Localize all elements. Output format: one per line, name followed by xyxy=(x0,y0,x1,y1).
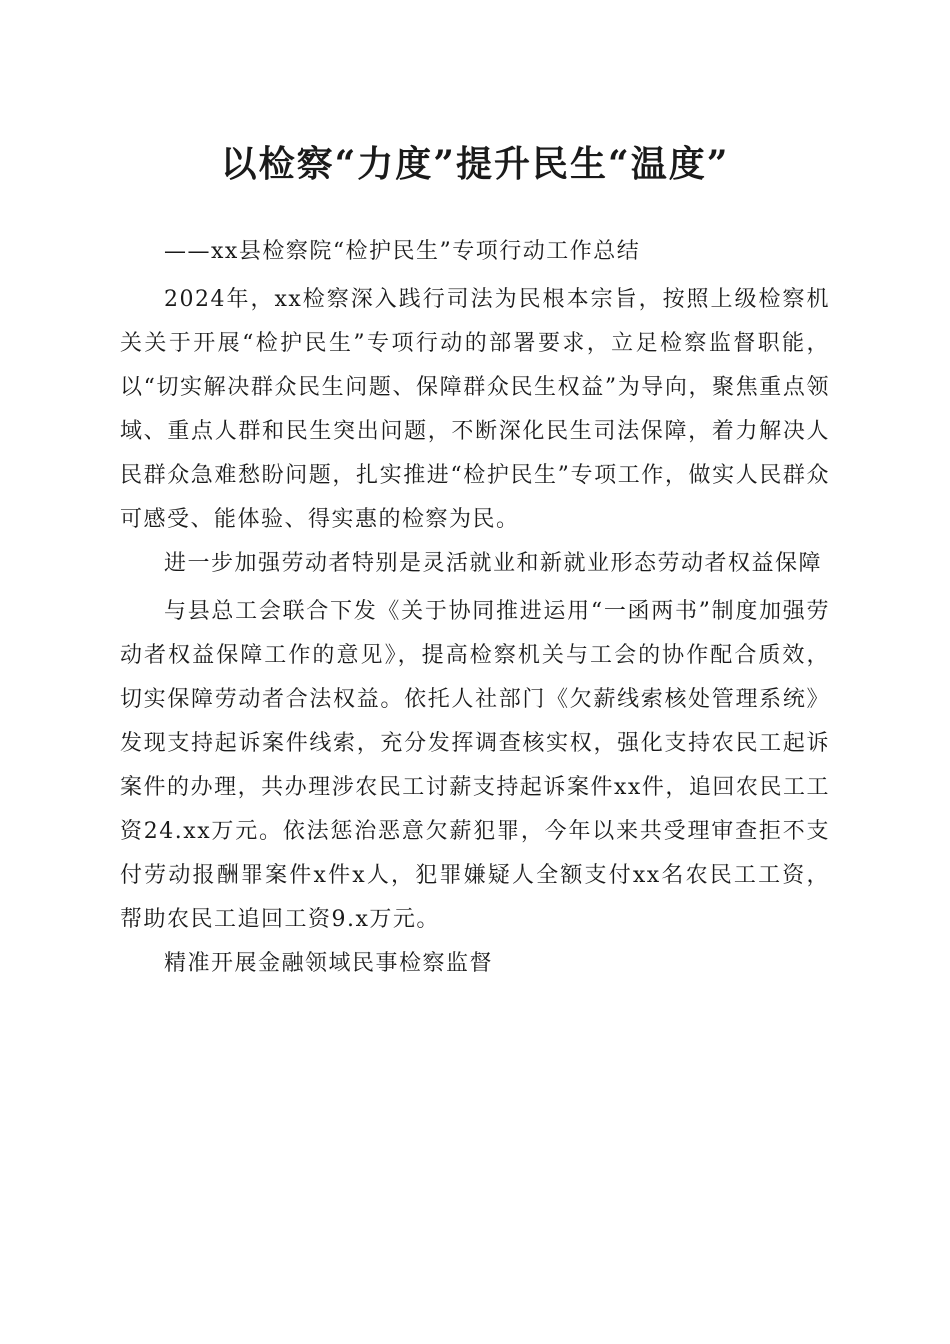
paragraph-labor-rights: 与县总工会联合下发《关于协同推进运用“一函两书”制度加强劳动者权益保障工作的意见》，提高检察机关与工会的协作配合质效，切实保障劳动者合法权益。依托人社部门《欠薪线索核处管理系统》发现支持起诉案件线索，充分发挥调查核实权，强化支持农民工起诉案件的办理，共办理涉农民工讨薪支持起诉案件xx件，追回农民工工资24.xx万元。依法惩治恶意欠薪犯罪，今年以来共受理审查拒不支付劳动报酬罪案件x件x人，犯罪嫌疑人全额支付xx名农民工工资，帮助农民工追回工资9.x万元。 xyxy=(120,599,830,932)
section-heading-financial-supervision: 精准开展金融领域民事检察监督 xyxy=(164,951,494,976)
section-heading-labor-rights: 进一步加强劳动者特别是灵活就业和新就业形态劳动者权益保障 xyxy=(164,551,823,576)
document-subtitle: ——xx县检察院“检护民生”专项行动工作总结 xyxy=(164,239,641,264)
document-title: 以检察“力度”提升民生“温度” xyxy=(220,143,730,185)
document-body xyxy=(120,230,830,990)
paragraph-intro: 2024年，xx检察深入践行司法为民根本宗旨，按照上级检察机关关于开展“检护民生”专项行动的部署要求，立足检察监督职能，以“切实解决群众民生问题、保障群众民生权益”为导向，聚焦重点领域、重点人群和民生突出问题，不断深化民生司法保障，着力解决人民群众急难愁盼问题，扎实推进“检护民生”专项工作，做实人民群众可感受、能体验、得实惠的检察为民。 xyxy=(120,287,830,532)
